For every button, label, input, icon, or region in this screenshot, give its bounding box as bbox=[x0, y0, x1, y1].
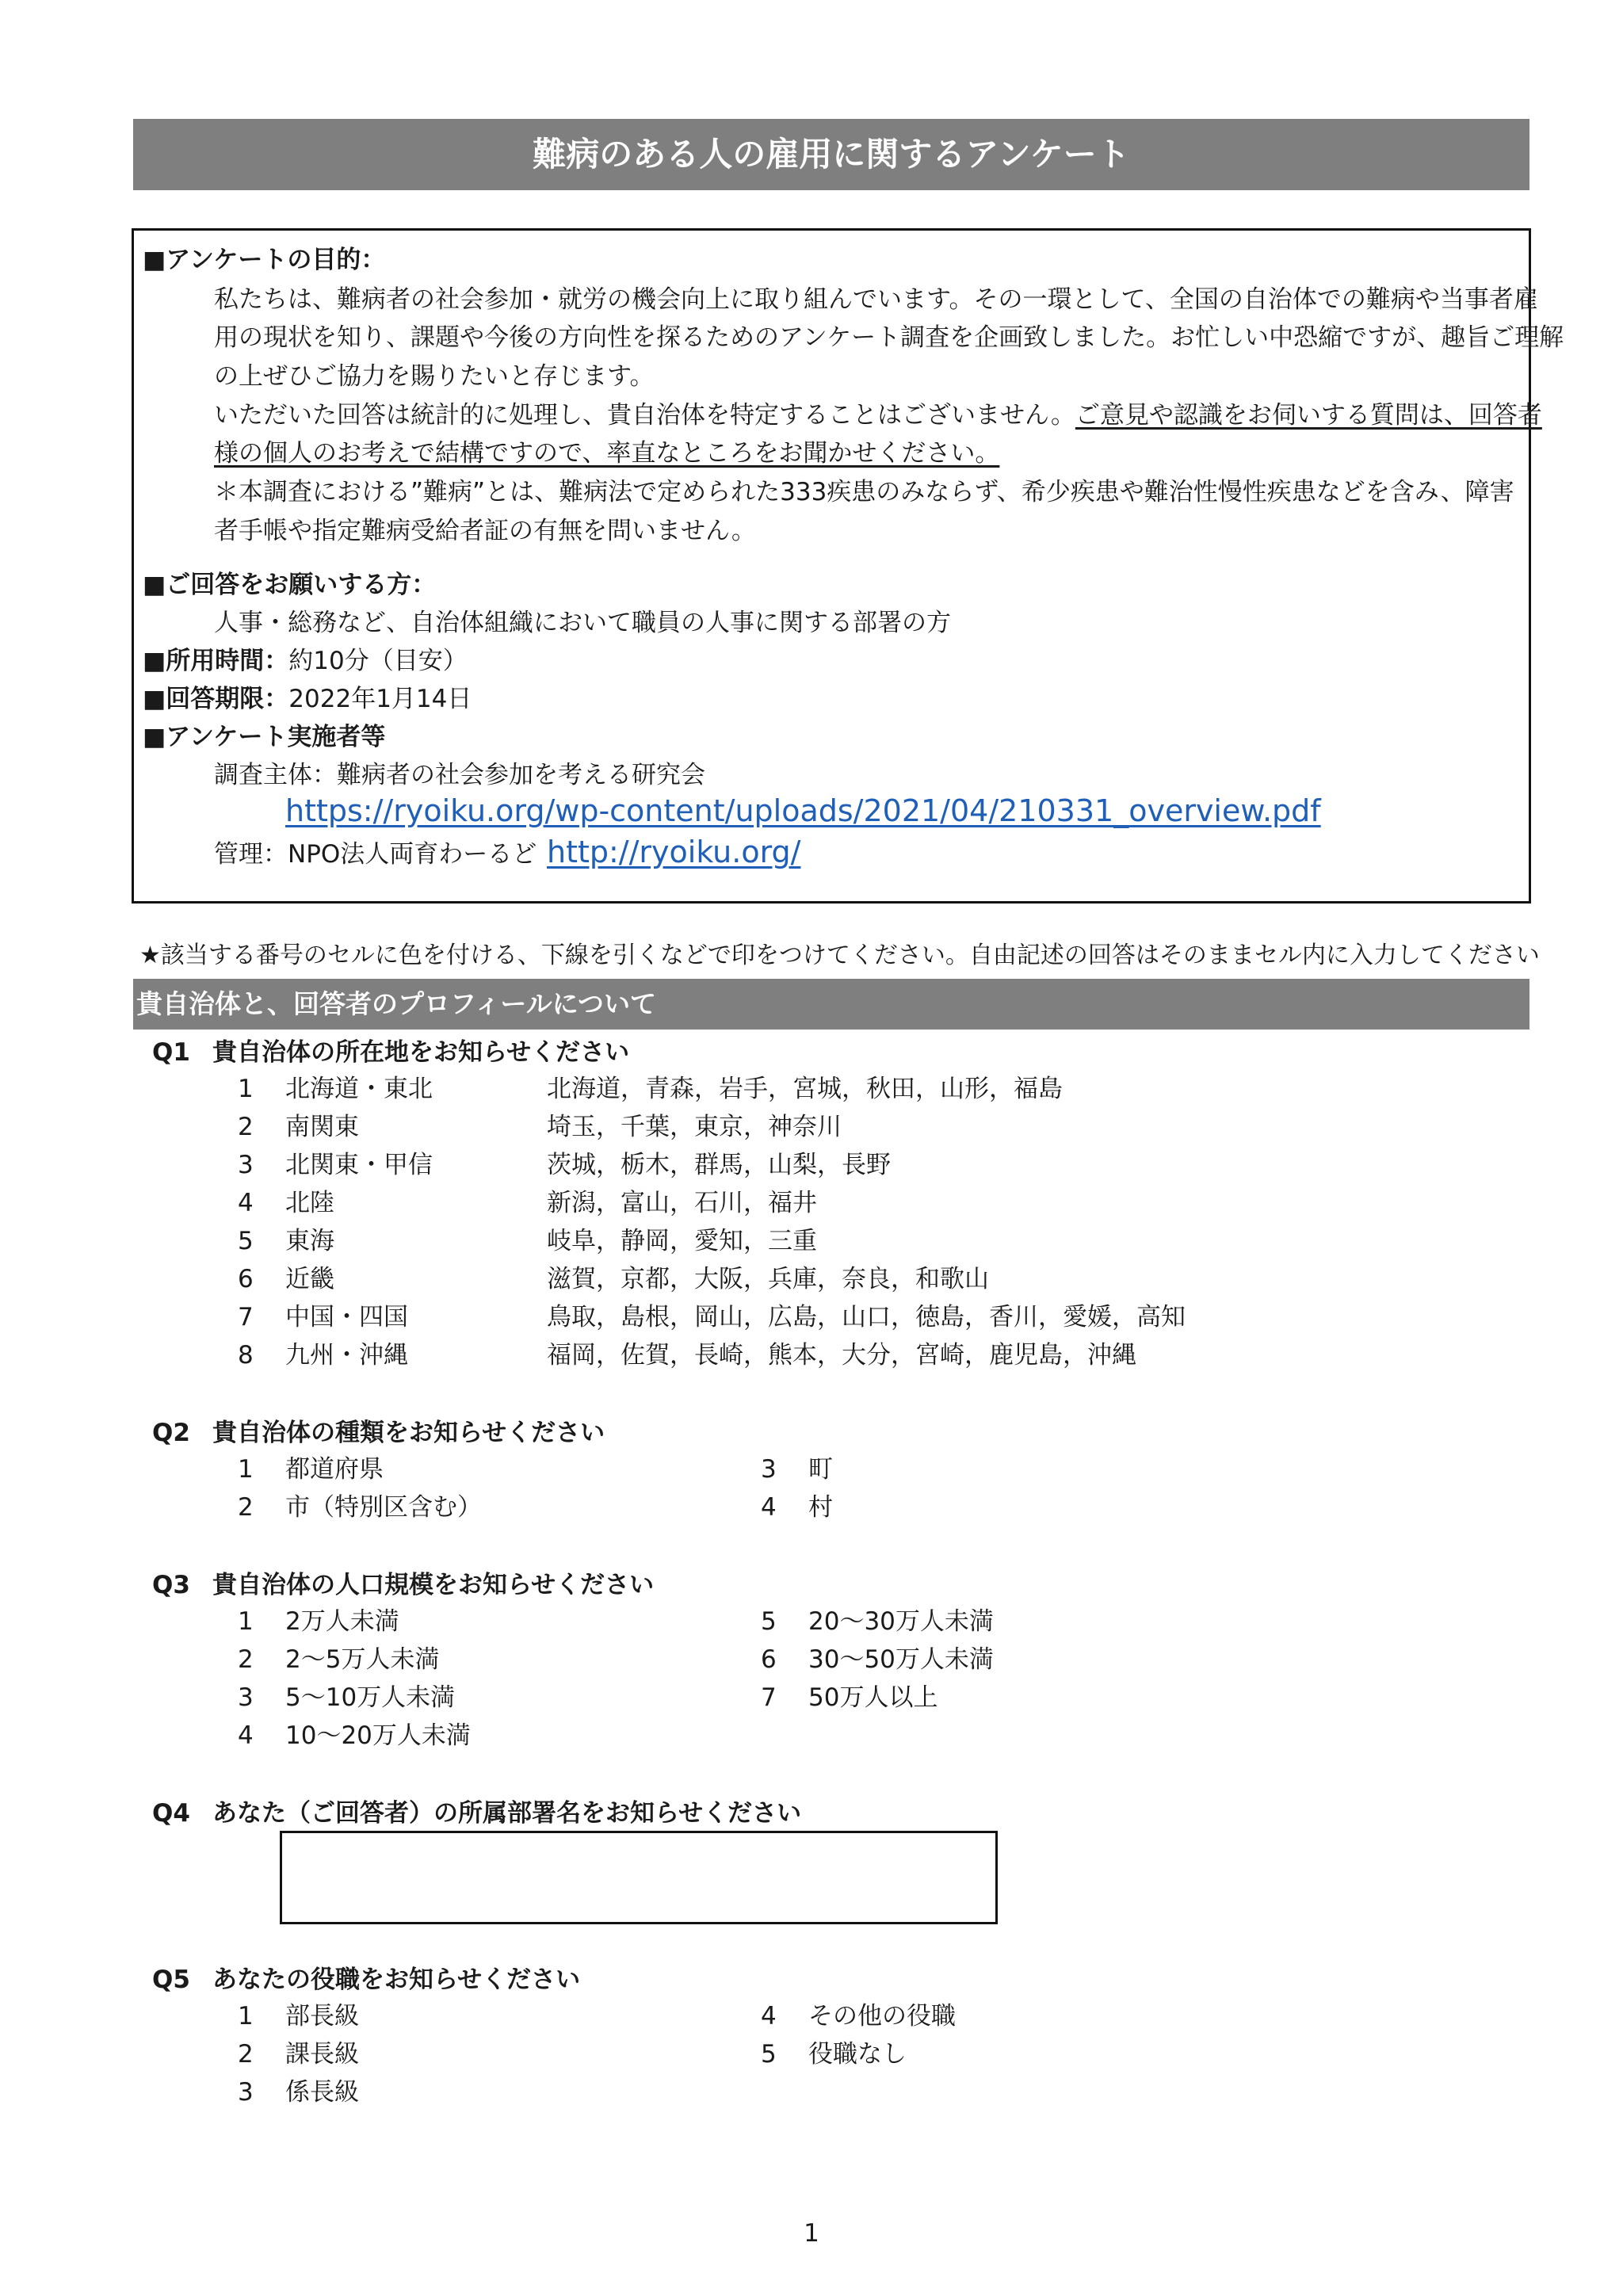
q5-option-text[interactable]: 係長級 bbox=[285, 2078, 359, 2107]
purpose-line: 様の個人のお考えで結構ですので、率直なところをお聞かせください。 bbox=[214, 439, 1000, 468]
q1-option-num[interactable]: 1 bbox=[238, 1075, 254, 1103]
q1-option-region[interactable]: 北陸 bbox=[285, 1189, 334, 1217]
page-title: 難病のある人の雇用に関するアンケート bbox=[133, 119, 1529, 190]
q1-option-region[interactable]: 北海道・東北 bbox=[285, 1075, 433, 1103]
org-heading: ■アンケート実施者等 bbox=[143, 723, 386, 751]
q1-question: 貴自治体の所在地をお知らせください bbox=[212, 1038, 630, 1067]
q5-option-text[interactable]: 課長級 bbox=[285, 2040, 359, 2069]
purpose-heading: ■アンケートの目的： bbox=[143, 246, 386, 274]
q1-option-region[interactable]: 東海 bbox=[285, 1227, 334, 1255]
q1-option-num[interactable]: 8 bbox=[238, 1341, 254, 1370]
q1-option-prefs: 岐阜，静岡，愛知，三重 bbox=[547, 1227, 817, 1255]
q2-option-text[interactable]: 市（特別区含む） bbox=[285, 1493, 482, 1522]
q1-option-region[interactable]: 南関東 bbox=[285, 1113, 359, 1141]
q5-option-text[interactable]: その他の役職 bbox=[808, 2002, 956, 2030]
q5-option-text[interactable]: 部長級 bbox=[285, 2002, 359, 2030]
time-required: ■所用時間：約10分（目安） bbox=[143, 647, 468, 675]
q3-question: 貴自治体の人口規模をお知らせください bbox=[212, 1571, 655, 1599]
q3-option-num[interactable]: 3 bbox=[238, 1683, 254, 1712]
department-answer-field[interactable] bbox=[280, 1831, 998, 1924]
q1-option-num[interactable]: 5 bbox=[238, 1227, 254, 1255]
q1-option-num[interactable]: 6 bbox=[238, 1265, 254, 1293]
q3-option-num[interactable]: 4 bbox=[238, 1721, 254, 1750]
q5-question: あなたの役職をお知らせください bbox=[212, 1966, 581, 1994]
q1-option-prefs: 鳥取，島根，岡山，広島，山口，徳島，香川，愛媛，高知 bbox=[547, 1303, 1186, 1331]
q5-option-text[interactable]: 役職なし bbox=[808, 2040, 907, 2069]
q1-option-prefs: 茨城，栃木，群馬，山梨，長野 bbox=[547, 1151, 891, 1179]
q3-label: Q3 bbox=[152, 1571, 190, 1599]
q3-option-num[interactable]: 2 bbox=[238, 1645, 254, 1674]
q3-option-text[interactable]: 10～20万人未満 bbox=[285, 1721, 471, 1750]
q1-option-num[interactable]: 4 bbox=[238, 1189, 254, 1217]
q2-label: Q2 bbox=[152, 1419, 190, 1447]
q1-option-num[interactable]: 3 bbox=[238, 1151, 254, 1179]
q1-option-prefs: 新潟，富山，石川，福井 bbox=[547, 1189, 817, 1217]
q2-option-text[interactable]: 村 bbox=[808, 1493, 833, 1522]
q3-option-text[interactable]: 5～10万人未満 bbox=[285, 1683, 456, 1712]
deadline: ■回答期限：2022年1月14日 bbox=[143, 685, 472, 713]
q1-option-prefs: 北海道，青森，岩手，宮城，秋田，山形，福島 bbox=[547, 1075, 1063, 1103]
q3-option-text[interactable]: 2～5万人未満 bbox=[285, 1645, 440, 1674]
q5-option-num[interactable]: 1 bbox=[238, 2002, 254, 2030]
q1-option-region[interactable]: 近畿 bbox=[285, 1265, 334, 1293]
q3-option-text[interactable]: 2万人未満 bbox=[285, 1607, 399, 1636]
purpose-line: ＊本調査における”難病”とは、難病法で定められた333疾患のみならず、希少疾患や難治性慢性疾患などを含み、障害 bbox=[214, 478, 1514, 506]
q2-option-num[interactable]: 1 bbox=[238, 1455, 254, 1484]
q1-option-region[interactable]: 九州・沖縄 bbox=[285, 1341, 408, 1370]
q3-option-num[interactable]: 1 bbox=[238, 1607, 254, 1636]
q1-option-prefs: 滋賀，京都，大阪，兵庫，奈良，和歌山 bbox=[547, 1265, 989, 1293]
q3-option-text[interactable]: 30～50万人未満 bbox=[808, 1645, 994, 1674]
ryoiku-link[interactable]: http://ryoiku.org/ bbox=[547, 835, 801, 869]
q4-label: Q4 bbox=[152, 1799, 190, 1828]
q1-label: Q1 bbox=[152, 1038, 190, 1067]
q2-option-num[interactable]: 4 bbox=[761, 1493, 777, 1522]
purpose-line: いただいた回答は統計的に処理し、貴自治体を特定することはございません。ご意見や認識をお伺いする質問は、回答者 bbox=[214, 401, 1542, 430]
purpose-line: の上ぜひご協力を賜りたいと存じます。 bbox=[214, 362, 655, 391]
target-text: 人事・総務など、自治体組織において職員の人事に関する部署の方 bbox=[214, 609, 951, 637]
q1-option-prefs: 福岡，佐賀，長崎，熊本，大分，宮崎，鹿児島，沖縄 bbox=[547, 1341, 1136, 1370]
q2-option-num[interactable]: 3 bbox=[761, 1455, 777, 1484]
q2-option-text[interactable]: 都道府県 bbox=[285, 1455, 384, 1484]
q3-option-num[interactable]: 7 bbox=[761, 1683, 777, 1712]
org-main: 調査主体：難病者の社会参加を考える研究会 bbox=[214, 761, 705, 789]
q5-option-num[interactable]: 5 bbox=[761, 2040, 777, 2069]
q1-option-num[interactable]: 2 bbox=[238, 1113, 254, 1141]
instruction-text: ★該当する番号のセルに色を付ける、下線を引くなどで印をつけてください。自由記述の回答はそのままセル内に入力してください bbox=[139, 942, 1540, 969]
q3-option-num[interactable]: 6 bbox=[761, 1645, 777, 1674]
overview-link[interactable]: https://ryoiku.org/wp-content/uploads/2021/04/210331_overview.pdf bbox=[285, 793, 1321, 828]
q3-option-text[interactable]: 20～30万人未満 bbox=[808, 1607, 994, 1636]
target-heading: ■ご回答をお願いする方： bbox=[143, 571, 437, 599]
q5-option-num[interactable]: 3 bbox=[238, 2078, 254, 2107]
q1-option-region[interactable]: 北関東・甲信 bbox=[285, 1151, 433, 1179]
q3-option-text[interactable]: 50万人以上 bbox=[808, 1683, 938, 1712]
q5-label: Q5 bbox=[152, 1966, 190, 1994]
q5-option-num[interactable]: 4 bbox=[761, 2002, 777, 2030]
q1-option-region[interactable]: 中国・四国 bbox=[285, 1303, 408, 1331]
q1-option-prefs: 埼玉，千葉，東京，神奈川 bbox=[547, 1113, 842, 1141]
q2-option-text[interactable]: 町 bbox=[808, 1455, 833, 1484]
q2-question: 貴自治体の種類をお知らせください bbox=[212, 1419, 605, 1447]
q3-option-num[interactable]: 5 bbox=[761, 1607, 777, 1636]
section-header: 貴自治体と、回答者のプロフィールについて bbox=[133, 979, 1529, 1030]
purpose-line: 用の現状を知り、課題や今後の方向性を探るためのアンケート調査を企画致しました。お忙しい中恐縮ですが、趣旨ご理解 bbox=[214, 323, 1564, 352]
manager-text: 管理：NPO法人両育わーるど bbox=[214, 840, 537, 869]
q5-option-num[interactable]: 2 bbox=[238, 2040, 254, 2069]
q2-option-num[interactable]: 2 bbox=[238, 1493, 254, 1522]
purpose-line: 私たちは、難病者の社会参加・就労の機会向上に取り組んでいます。その一環として、全国の自治体での難病や当事者雇 bbox=[214, 285, 1538, 314]
purpose-line: 者手帳や指定難病受給者証の有無を問いません。 bbox=[214, 517, 756, 545]
q4-question: あなた（ご回答者）の所属部署名をお知らせください bbox=[212, 1799, 802, 1828]
q1-option-num[interactable]: 7 bbox=[238, 1303, 254, 1331]
page-number: 1 bbox=[804, 2219, 819, 2248]
